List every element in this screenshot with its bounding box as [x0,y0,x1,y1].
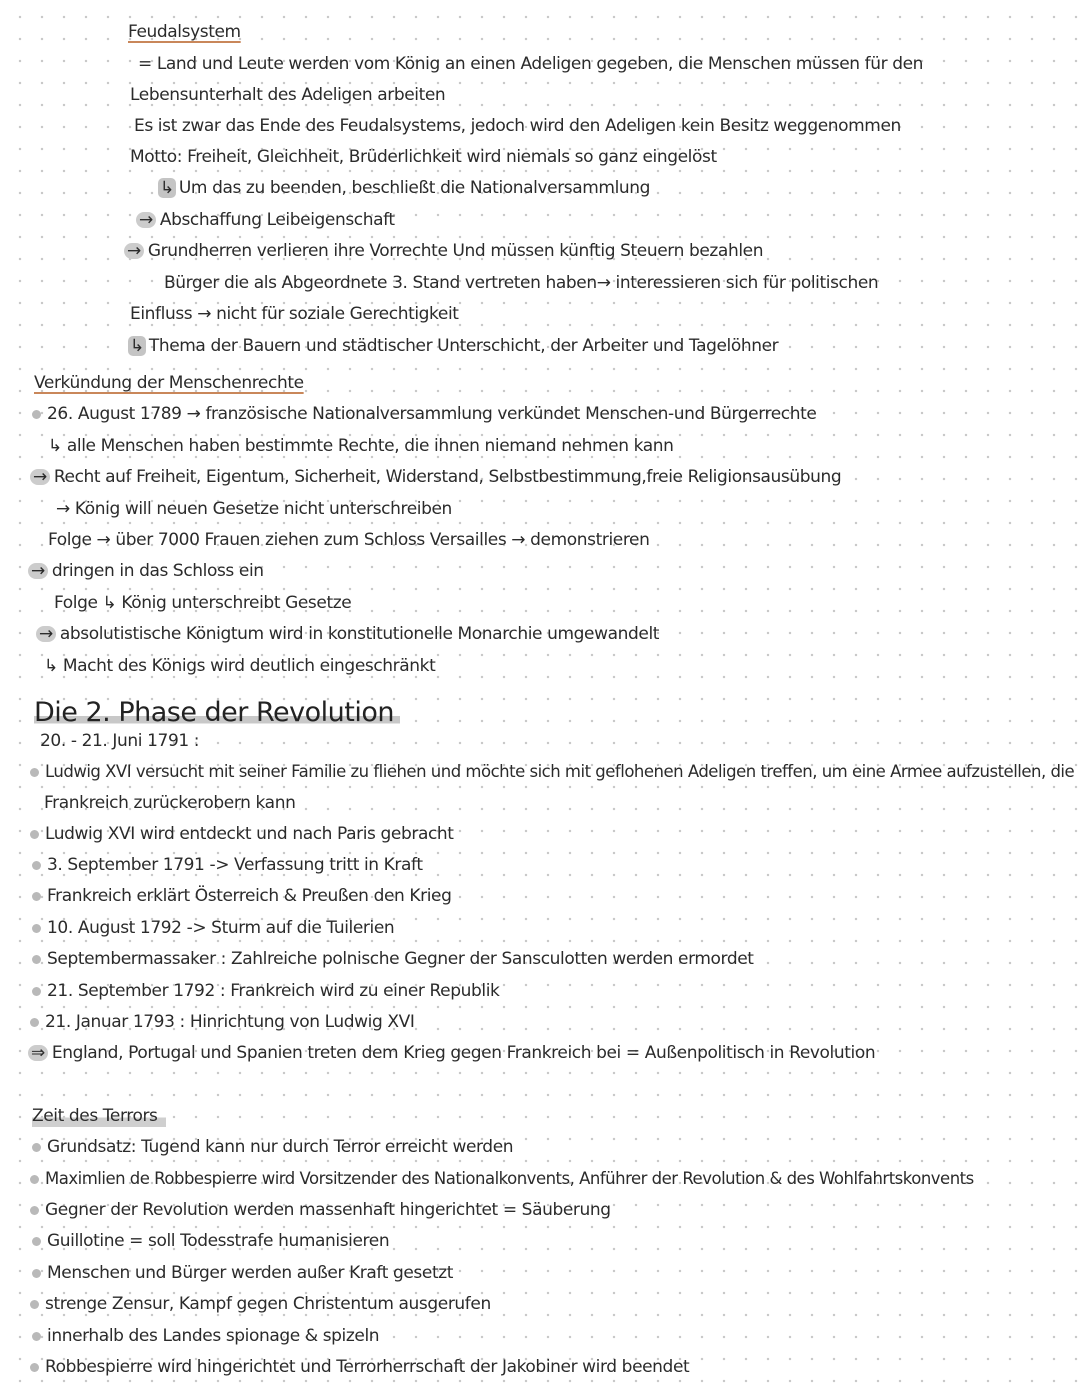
bullet-icon [32,924,41,933]
corner-arrow-icon: ↳ [48,436,67,456]
rights-line: → Recht auf Freiheit, Eigentum, Sicherheit, Widerstand, Selbstbestimmung,freie Religionsausübung [0,463,1080,491]
rights-line: ↳ alle Menschen haben bestimmte Rechte, die ihnen niemand nehmen kann [0,432,1080,460]
terror-line: Gegner der Revolution werden massenhaft hingerichtet = Säuberung [0,1196,1080,1224]
bullet-icon [32,1332,41,1341]
arrow-icon: → [36,626,56,642]
bullet-icon [30,1175,39,1184]
arrow-icon: → [30,469,50,485]
bullet-icon [32,1143,41,1152]
feudal-line: = Land und Leute werden vom König an einen Adeligen gegeben, die Menschen müssen für den [138,54,924,74]
arrow-icon: → [136,212,156,228]
bullet-icon [30,1206,39,1215]
terror-line: innerhalb des Landes spionage & spizeln [0,1322,1080,1350]
phase2-line: Ludwig XVI wird entdeckt und nach Paris gebracht [0,820,1080,848]
phase2-line: Septembermassaker : Zahlreiche polnische Gegner der Sansculotten werden ermordet [0,945,1080,973]
feudal-line: Bürger die als Abgeordnete 3. Stand vertreten haben→ interessieren sich für politischen [164,273,879,293]
rights-line: ↳ Macht des Königs wird deutlich eingeschränkt [0,652,1080,680]
rights-line: → dringen in das Schloss ein [0,557,1080,585]
rights-line: → König will neuen Gesetze nicht unterschreiben [56,499,452,519]
arrow-icon: → [28,563,48,579]
feudal-line: Motto: Freiheit, Gleichheit, Brüderlichkeit wird niemals so ganz eingelöst [130,147,717,167]
rights-line: 26. August 1789 → französische Nationalversammlung verkündet Menschen-und Bürgerrechte [0,400,1080,428]
rights-line: → absolutistische Königtum wird in konstitutionelle Monarchie umgewandelt [0,620,1080,648]
feudal-line: → Abschaffung Leibeigenschaft [0,206,1080,234]
bullet-icon [30,1300,39,1309]
corner-arrow-icon: ↳ [130,336,144,356]
terror-line: Menschen und Bürger werden außer Kraft gesetzt [0,1259,1080,1287]
terror-line: Maximlien de Robbespierre wird Vorsitzender des Nationalkonvents, Anführer der Revolution & des Wohlfahrtskonvents [0,1165,1080,1193]
feudal-line: Einfluss → nicht für soziale Gerechtigkeit [130,304,459,324]
bullet-icon [32,1237,41,1246]
bullet-icon [30,768,39,777]
feudal-heading: Feudalsystem [128,22,241,42]
bullet-icon [30,1018,39,1027]
terror-line: Robbespierre wird hingerichtet und Terrorherrschaft der Jakobiner wird beendet [0,1353,1080,1381]
feudal-line: ↳ Thema der Bauern und städtischer Unterschicht, der Arbeiter und Tagelöhner [130,336,779,356]
terror-line: strenge Zensur, Kampf gegen Christentum ausgerufen [0,1290,1080,1318]
bullet-icon [32,987,41,996]
corner-arrow-icon: ↳ [44,656,63,676]
rights-heading: Verkündung der Menschenrechte [34,373,304,393]
bullet-icon [30,1363,39,1372]
feudal-line: Es ist zwar das Ende des Feudalsystems, jedoch wird den Adeligen kein Besitz weggenommen [134,116,901,136]
bullet-icon [32,410,41,419]
phase2-line: 3. September 1791 -> Verfassung tritt in Kraft [0,851,1080,879]
phase2-line: 21. September 1792 : Frankreich wird zu einer Republik [0,977,1080,1005]
bullet-icon [30,830,39,839]
terror-line: Guillotine = soll Todesstrafe humanisieren [0,1227,1080,1255]
arrow-icon: → [124,243,144,259]
rights-line: Folge ↳ König unterschreibt Gesetze [54,593,352,613]
phase2-line: Frankreich zurückerobern kann [44,793,296,813]
phase2-line: 10. August 1792 -> Sturm auf die Tuilerien [0,914,1080,942]
feudal-line: → Grundherren verlieren ihre Vorrechte Und müssen künftig Steuern bezahlen [0,237,1080,265]
phase2-title: Die 2. Phase der Revolution [34,695,400,731]
bullet-icon [32,955,41,964]
bullet-icon [32,1269,41,1278]
phase2-date: 20. - 21. Juni 1791 : [40,731,200,751]
arrow-icon: ⇒ [28,1045,48,1061]
phase2-line: 21. Januar 1793 : Hinrichtung von Ludwig XVI [0,1008,1080,1036]
phase2-line: ⇒ England, Portugal und Spanien treten dem Krieg gegen Frankreich bei = Außenpolitisch in Revolution [0,1039,1080,1067]
phase2-line: Frankreich erklärt Österreich & Preußen den Krieg [0,882,1080,910]
bullet-icon [32,861,41,870]
corner-arrow-icon: ↳ [160,178,174,198]
feudal-line: ↳ Um das zu beenden, beschließt die Nationalversammlung [160,178,651,198]
rights-line: Folge → über 7000 Frauen ziehen zum Schloss Versailles → demonstrieren [48,530,650,550]
feudal-line: Lebensunterhalt des Adeligen arbeiten [130,85,446,105]
phase2-line: Ludwig XVI versucht mit seiner Familie zu fliehen und möchte sich mit geflohenen Adeligen treffen, um eine Armee aufzustellen, die [0,758,1080,786]
terror-heading: Zeit des Terrors [0,1102,1080,1130]
bullet-icon [32,892,41,901]
terror-line: Grundsatz: Tugend kann nur durch Terror erreicht werden [0,1133,1080,1161]
